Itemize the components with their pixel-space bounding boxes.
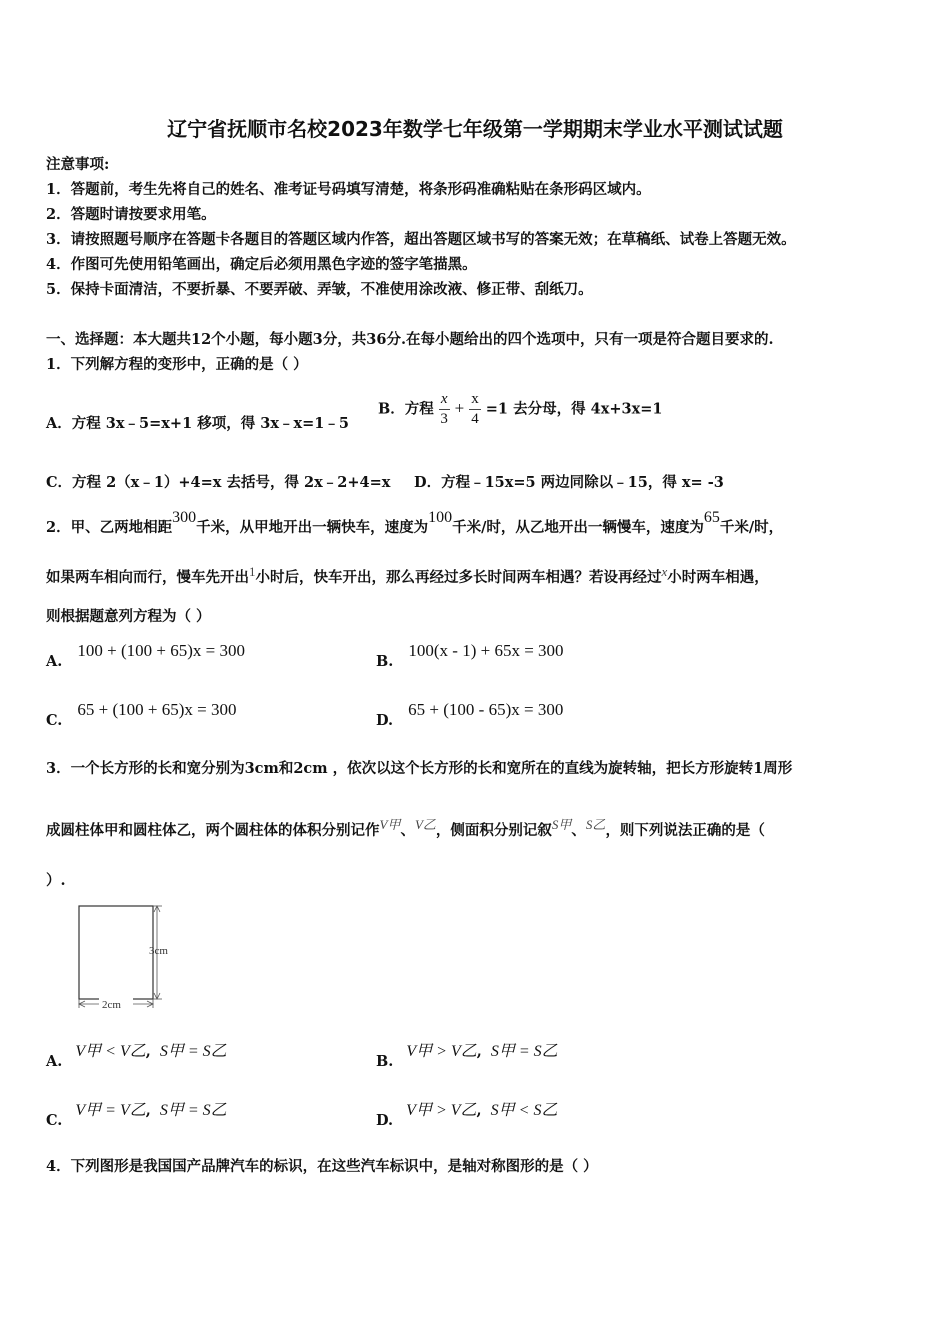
q1-option-b [378, 392, 662, 427]
q4-stem: 4．下列图形是我国国产品牌汽车的标识，在这些汽车标识中，是轴对称图形的是（ ） [46, 1158, 598, 1175]
separator: 、 [571, 822, 586, 839]
notice-heading: 注意事项: [46, 156, 110, 173]
exam-title: 辽宁省抚顺市名校2023年数学七年级第一学期期末学业水平测试试题 [167, 117, 783, 141]
q1-option-d: D．方程﹣15x=5 两边同除以﹣15，得 x= -3 [414, 474, 724, 491]
option-label: B. [376, 1053, 394, 1070]
option-label: C. [46, 1112, 63, 1129]
fraction-numerator: x [439, 392, 450, 410]
area-jia: S甲 [551, 817, 572, 832]
option-label: A. [46, 1053, 63, 1070]
fraction-numerator: x [469, 392, 481, 410]
option-label: D. [376, 712, 394, 729]
volume-relation: V甲 < V乙 [75, 1043, 146, 1060]
distance-value: 300 [172, 509, 197, 526]
q1-b-suffix: =1 去分母，得 4x+3x=1 [485, 400, 663, 418]
fraction-denominator: 4 [471, 411, 479, 427]
q3-text: 成圆柱体甲和圆柱体乙，两个圆柱体的体积分别记作 [46, 822, 380, 839]
q2-stem-line1 [46, 509, 784, 537]
variable-x: x [661, 564, 668, 579]
q1-stem: 1．下列解方程的变形中，正确的是（ ） [46, 356, 308, 373]
notice-item: 1．答题前，考生先将自己的姓名、准考证号码填写清楚，将条形码准确粘贴在条形码区域内。 [46, 181, 651, 198]
q2-text: 小时后，快车开出，那么再经过多长时间两车相遇？若设再经过 [255, 569, 662, 586]
q3-text: ，侧面积分别记叙 [435, 822, 552, 839]
option-label: B. [376, 653, 394, 670]
fast-speed-value: 100 [428, 509, 453, 526]
volume-relation: V甲 > V乙 [406, 1102, 477, 1119]
section-heading: 一、选择题：本大题共12个小题，每小题3分，共36分.在每小题给出的四个选项中，只有一项是符合题目要求的. [46, 331, 774, 348]
notice-item: 5．保持卡面清洁，不要折暴、不要弄破、弄皱，不准使用涂改液、修正带、刮纸刀。 [46, 281, 593, 298]
rectangle-shape [79, 906, 153, 999]
q3-stem-line1: 3．一个长方形的长和宽分别为3cm和2cm ，依次以这个长方形的长和宽所在的直线为旋转轴，把长方形旋转1周形 [46, 760, 793, 777]
fraction-denominator: 3 [440, 411, 448, 427]
option-label: D. [376, 1112, 394, 1129]
option-label: A. [46, 653, 63, 670]
area-relation: S甲 = S乙 [159, 1043, 227, 1060]
notice-item: 3．请按照题号顺序在答题卡各题目的答题区域内作答，超出答题区域书写的答案无效；在草稿纸、试卷上答题无效。 [46, 231, 796, 248]
area-relation: S甲 = S乙 [159, 1102, 227, 1119]
height-label: 3cm [149, 945, 168, 957]
plus-sign: + [454, 398, 465, 418]
q2-option-c [46, 700, 237, 729]
hour-value: 1 [249, 564, 256, 579]
q2-option-b [376, 641, 564, 670]
q3-option-b: B. V甲 > V乙, S甲 = S乙 [376, 1043, 558, 1070]
q3-option-a: A. V甲 < V乙, S甲 = S乙 [46, 1043, 227, 1070]
volume-relation: V甲 = V乙 [75, 1102, 146, 1119]
q2-text: 小时两车相遇， [667, 569, 769, 586]
q1-b-fraction-2 [469, 392, 481, 427]
q2-stem-line3: 则根据题意列方程为（ ） [46, 608, 211, 625]
notice-item: 2．答题时请按要求用笔。 [46, 206, 216, 223]
q2-text: 千米，从甲地开出一辆快车，速度为 [196, 519, 429, 536]
q1-option-a: A．方程 3x﹣5=x+1 移项，得 3x﹣x=1﹣5 [46, 415, 349, 432]
option-expression: 100(x - 1) + 65x = 300 [408, 641, 564, 660]
q2-text: 千米/时，从乙地开出一辆慢车，速度为 [452, 519, 704, 536]
option-label: C. [46, 712, 63, 729]
q3-option-d: D. V甲 > V乙, S甲 < S乙 [376, 1102, 558, 1129]
option-expression: 100 + (100 + 65)x = 300 [77, 641, 245, 660]
volume-jia: V甲 [379, 817, 401, 832]
area-yi: S乙 [585, 817, 606, 832]
slow-speed-value: 65 [703, 509, 720, 526]
q2-stem-line2 [46, 566, 769, 587]
q2-option-a [46, 641, 245, 670]
q3-text: ，则下列说法正确的是（ [605, 822, 765, 839]
q1-b-prefix: B．方程 [378, 400, 434, 418]
q1-option-c: C．方程 2（x﹣1）+4=x 去括号，得 2x﹣2+4=x [46, 474, 391, 491]
rectangle-figure [70, 897, 190, 1013]
area-relation: S甲 < S乙 [490, 1102, 558, 1119]
q3-stem-line2 [46, 819, 765, 840]
q2-text: 如果两车相向而行，慢车先开出 [46, 569, 249, 586]
area-relation: S甲 = S乙 [490, 1043, 558, 1060]
q1-b-fraction-1 [439, 392, 450, 427]
option-expression: 65 + (100 - 65)x = 300 [408, 700, 564, 719]
notice-item: 4．作图可先使用铅笔画出，确定后必须用黑色字迹的签字笔描黑。 [46, 256, 477, 273]
volume-yi: V乙 [414, 817, 436, 832]
width-label: 2cm [102, 999, 121, 1011]
q2-text: 2．甲、乙两地相距 [46, 519, 173, 536]
q2-option-d [376, 700, 564, 729]
q3-option-c: C. V甲 = V乙, S甲 = S乙 [46, 1102, 227, 1129]
volume-relation: V甲 > V乙 [406, 1043, 477, 1060]
q2-text: 千米/时， [719, 519, 784, 536]
option-expression: 65 + (100 + 65)x = 300 [77, 700, 237, 719]
q3-stem-line3: ）. [46, 872, 66, 889]
separator: 、 [400, 822, 415, 839]
